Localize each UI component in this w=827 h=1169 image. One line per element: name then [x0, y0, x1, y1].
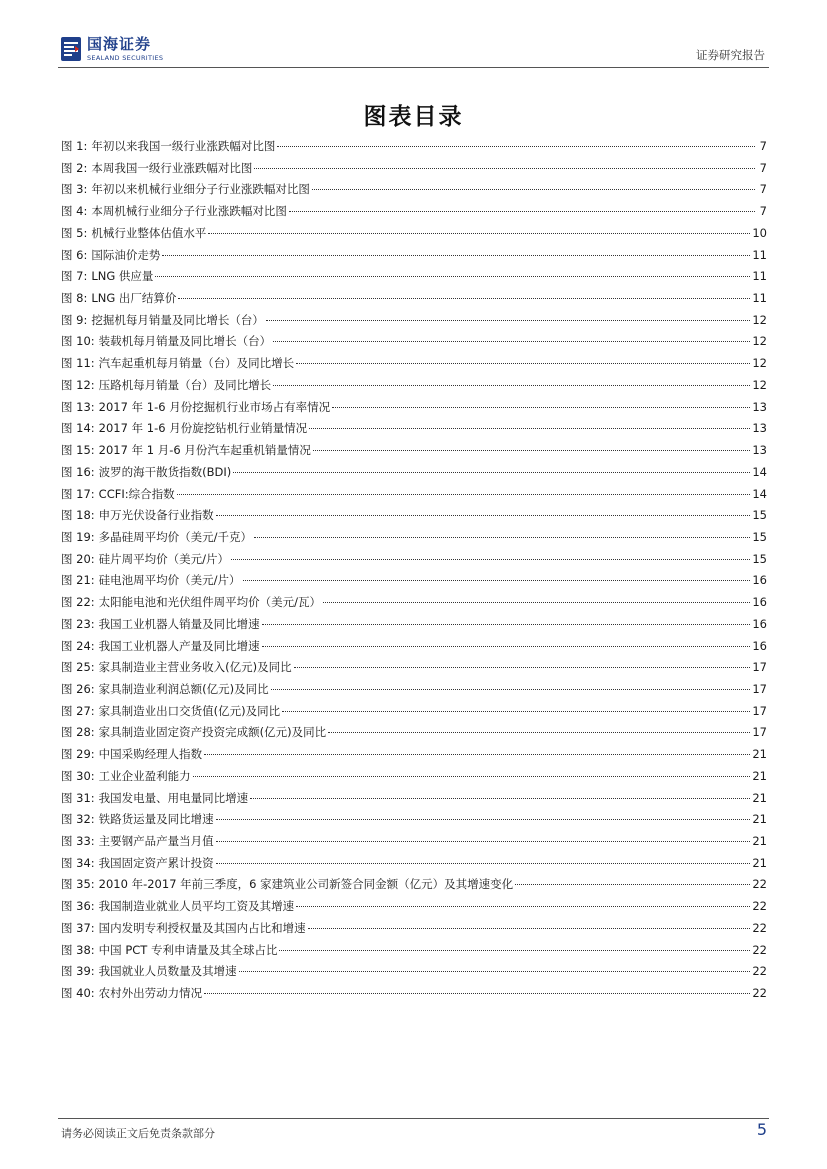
toc-entry-page: 11 [752, 291, 767, 306]
toc-entry-page: 16 [752, 595, 767, 610]
toc-entry-label: 图 1: [61, 139, 88, 153]
report-type-label: 证券研究报告 [696, 48, 765, 62]
toc-leader-dots [312, 188, 755, 190]
toc-leader-dots [262, 645, 751, 647]
toc-entry[interactable] [61, 223, 767, 245]
toc-leader-dots [204, 753, 750, 755]
toc-entry[interactable] [61, 158, 767, 180]
toc-entry-label: 图 19: [61, 529, 95, 544]
toc-entry[interactable] [61, 896, 767, 918]
toc-entry-label: 图 8: [61, 291, 88, 306]
toc-entry-page: 13 [752, 421, 767, 436]
page-number: 5 [756, 1120, 767, 1139]
toc-entry-page: 17 [752, 681, 767, 696]
toc-entry[interactable] [61, 657, 767, 679]
toc-entry[interactable] [61, 853, 767, 875]
toc-entry-page: 17 [752, 703, 767, 718]
toc-entry-title: 2010 年-2017 年前三季度，6 家建筑业公司新签合同金额（亿元）及其增速变化 [98, 877, 514, 892]
toc-entry[interactable] [61, 549, 767, 571]
toc-entry-label: 图 35: [61, 877, 95, 892]
toc-entry[interactable] [61, 418, 767, 440]
toc-entry[interactable] [61, 375, 767, 397]
toc-entry-title: 汽车起重机每月销量（台）及同比增长 [98, 356, 295, 371]
toc-entry-label: 图 40: [61, 986, 95, 1001]
toc-leader-dots [323, 601, 750, 603]
toc-entry-title: 家具制造业主营业务收入(亿元)及同比 [98, 660, 292, 675]
toc-entry-label: 图 26: [61, 681, 95, 696]
toc-entry-title: 年初以来我国一级行业涨跌幅对比图 [91, 139, 276, 153]
toc-entry[interactable] [61, 331, 767, 353]
toc-leader-dots [204, 992, 750, 994]
toc-entry[interactable] [61, 462, 767, 484]
toc-entry-label: 图 21: [61, 573, 95, 588]
toc-entry-title: CCFI:综合指数 [98, 486, 175, 501]
toc-entry-label: 图 36: [61, 899, 95, 914]
toc-entry-label: 图 3: [61, 182, 88, 197]
toc-entry-title: 2017 年 1 月-6 月份汽车起重机销量情况 [98, 443, 311, 458]
toc-entry-label: 图 15: [61, 443, 95, 458]
toc-entry-page: 16 [752, 616, 767, 631]
toc-entry[interactable] [61, 440, 767, 462]
toc-leader-dots [332, 406, 750, 408]
toc-leader-dots [250, 797, 750, 799]
toc-entry-title: 太阳能电池和光伏组件周平均价（美元/瓦） [98, 595, 322, 610]
toc-entry-label: 图 29: [61, 747, 95, 762]
toc-entry-title: 家具制造业固定资产投资完成额(亿元)及同比 [98, 725, 327, 740]
toc-entry-page: 14 [752, 464, 767, 479]
toc-entry-page: 13 [752, 443, 767, 458]
toc-entry-title: 家具制造业利润总额(亿元)及同比 [98, 681, 269, 696]
logo-chinese-name: 国海证券 [87, 34, 152, 53]
toc-entry[interactable] [61, 788, 767, 810]
toc-leader-dots [254, 536, 750, 538]
toc-entry-title: 国际油价走势 [91, 247, 161, 262]
toc-entry-page: 21 [752, 768, 767, 783]
toc-entry-title: 挖掘机每月销量及同比增长（台） [91, 312, 264, 327]
toc-entry[interactable] [61, 245, 767, 267]
toc-entry-title: 装载机每月销量及同比增长（台） [98, 334, 272, 349]
toc-entry-label: 图 20: [61, 551, 95, 566]
toc-entry[interactable] [61, 505, 767, 527]
toc-leader-dots [279, 949, 750, 951]
toc-entry-page: 15 [752, 529, 767, 544]
toc-entry-page: 7 [759, 182, 767, 197]
toc-entry-page: 21 [752, 812, 767, 827]
disclaimer-note: 请务必阅读正文后免责条款部分 [61, 1127, 215, 1140]
toc-leader-dots [273, 340, 750, 342]
page-header [60, 34, 767, 68]
toc-entry-title: 我国工业机器人产量及同比增速 [98, 638, 260, 653]
toc-leader-dots [296, 362, 750, 364]
toc-leader-dots [162, 254, 750, 256]
toc-leader-dots [155, 275, 750, 277]
logo-english-name: SEALAND SECURITIES [87, 53, 164, 62]
toc-leader-dots [239, 970, 751, 972]
toc-entry-label: 图 34: [61, 855, 95, 870]
toc-leader-dots [273, 384, 750, 386]
toc-leader-dots [208, 232, 750, 234]
toc-leader-dots [277, 145, 755, 147]
toc-entry-title: 我国制造业就业人员平均工资及其增速 [98, 899, 295, 914]
toc-entry-page: 7 [759, 204, 767, 219]
toc-entry[interactable] [61, 722, 767, 744]
toc-leader-dots [328, 731, 750, 733]
toc-entry[interactable] [61, 592, 767, 614]
toc-entry[interactable] [61, 766, 767, 788]
toc-entry-label: 图 33: [61, 834, 95, 848]
toc-entry[interactable] [61, 136, 767, 158]
toc-entry-title: 本周我国一级行业涨跌幅对比图 [91, 160, 253, 175]
toc-entry[interactable] [61, 353, 767, 375]
toc-entry-label: 图 18: [61, 508, 95, 523]
toc-leader-dots [193, 775, 751, 777]
toc-entry-title: 中国 PCT 专利申请量及其全球占比 [98, 942, 278, 957]
toc-leader-dots [296, 905, 750, 907]
toc-entry-title: 我国就业人员数量及其增速 [98, 964, 237, 979]
toc-leader-dots [313, 449, 751, 451]
toc-entry[interactable] [61, 961, 767, 983]
toc-leader-dots [266, 319, 751, 321]
toc-leader-dots [309, 427, 750, 429]
toc-leader-dots [515, 883, 750, 885]
toc-entry-title: 波罗的海干散货指数(BDI) [98, 464, 232, 479]
toc-entry-title: 多晶硅周平均价（美元/千克） [98, 529, 253, 544]
toc-leader-dots [233, 471, 750, 473]
toc-leader-dots [216, 862, 751, 864]
toc-entry-title: 压路机每月销量（台）及同比增长 [98, 377, 272, 392]
toc-entry-page: 12 [752, 334, 767, 349]
toc-entry-label: 图 28: [61, 725, 95, 740]
toc-leader-dots [216, 818, 751, 820]
toc-entry[interactable] [61, 201, 767, 223]
toc-entry-page: 15 [752, 551, 767, 566]
toc-entry-page: 10 [752, 225, 767, 240]
toc-entry-label: 图 32: [61, 812, 95, 827]
toc-entry-title: 2017 年 1-6 月份旋挖钻机行业销量情况 [98, 421, 308, 436]
figure-index-list [61, 136, 767, 1005]
toc-entry-page: 7 [759, 139, 767, 153]
toc-leader-dots [308, 927, 751, 929]
toc-entry-page: 22 [752, 899, 767, 914]
toc-entry-title: 机械行业整体估值水平 [91, 225, 207, 240]
toc-leader-dots [271, 688, 751, 690]
toc-entry-label: 图 6: [61, 247, 88, 262]
toc-entry-label: 图 37: [61, 920, 95, 935]
sealand-logo-icon [60, 36, 82, 62]
toc-leader-dots [243, 579, 751, 581]
toc-entry[interactable] [61, 310, 767, 332]
toc-entry-title: 我国固定资产累计投资 [98, 855, 214, 870]
toc-entry[interactable] [61, 288, 767, 310]
toc-entry-label: 图 2: [61, 160, 88, 175]
toc-entry[interactable] [61, 940, 767, 962]
toc-entry[interactable] [61, 874, 767, 896]
toc-entry-page: 22 [752, 986, 767, 1001]
toc-entry[interactable] [61, 679, 767, 701]
toc-entry-page: 12 [752, 312, 767, 327]
toc-entry-page: 17 [752, 660, 767, 675]
toc-entry[interactable] [61, 701, 767, 723]
toc-entry-title: 我国发电量、用电量同比增速 [98, 790, 249, 805]
company-logo [60, 36, 163, 62]
toc-entry-label: 图 38: [61, 942, 95, 957]
toc-entry-title: 硅电池周平均价（美元/片） [98, 573, 241, 588]
toc-entry-label: 图 10: [61, 334, 95, 349]
toc-entry-title: 家具制造业出口交货值(亿元)及同比 [98, 703, 281, 718]
toc-entry-label: 图 22: [61, 595, 95, 610]
toc-entry-title: 主要钢产品产量当月值 [98, 834, 214, 848]
toc-entry-label: 图 14: [61, 421, 95, 436]
toc-entry[interactable] [61, 179, 767, 201]
toc-entry-label: 图 23: [61, 616, 95, 631]
toc-entry-label: 图 9: [61, 312, 88, 327]
toc-entry-title: 农村外出劳动力情况 [98, 986, 203, 1001]
toc-entry-label: 图 4: [61, 204, 88, 219]
toc-entry-label: 图 17: [61, 486, 95, 501]
toc-entry-page: 12 [752, 377, 767, 392]
toc-entry[interactable] [61, 831, 767, 853]
toc-entry[interactable] [61, 397, 767, 419]
toc-leader-dots [216, 840, 751, 842]
toc-entry-title: 硅片周平均价（美元/片） [98, 551, 230, 566]
toc-entry-label: 图 30: [61, 768, 95, 783]
toc-entry-page: 21 [752, 855, 767, 870]
toc-entry-title: 年初以来机械行业细分子行业涨跌幅对比图 [91, 182, 310, 197]
toc-leader-dots [294, 666, 751, 668]
toc-entry-page: 21 [752, 747, 767, 762]
toc-entry-page: 13 [752, 399, 767, 414]
toc-entry-label: 图 13: [61, 399, 95, 414]
toc-entry-label: 图 39: [61, 964, 95, 979]
toc-leader-dots [282, 710, 750, 712]
toc-entry[interactable] [61, 636, 767, 658]
toc-entry-page: 16 [752, 573, 767, 588]
toc-entry-page: 21 [752, 790, 767, 805]
toc-entry[interactable] [61, 527, 767, 549]
toc-entry-page: 21 [752, 834, 767, 848]
toc-entry-label: 图 25: [61, 660, 95, 675]
toc-leader-dots [178, 297, 750, 299]
toc-entry-page: 22 [752, 964, 767, 979]
toc-entry[interactable] [61, 484, 767, 506]
toc-entry[interactable] [61, 570, 767, 592]
toc-entry-page: 16 [752, 638, 767, 653]
toc-leader-dots [177, 493, 751, 495]
toc-entry-label: 图 27: [61, 703, 95, 718]
toc-entry-title: 工业企业盈利能力 [98, 768, 191, 783]
toc-entry-title: 本周机械行业细分子行业涨跌幅对比图 [91, 204, 287, 219]
toc-entry[interactable] [61, 809, 767, 831]
toc-entry-title: LNG 出厂结算价 [91, 291, 177, 306]
toc-entry-label: 图 12: [61, 377, 95, 392]
toc-entry-page: 17 [752, 725, 767, 740]
toc-entry-page: 22 [752, 942, 767, 957]
page-title: 图表目录 [363, 104, 464, 130]
toc-entry-page: 11 [752, 269, 767, 284]
toc-entry-title: 铁路货运量及同比增速 [98, 812, 214, 827]
toc-entry-title: 国内发明专利授权量及其国内占比和增速 [98, 920, 306, 935]
toc-entry-label: 图 31: [61, 790, 95, 805]
toc-entry-page: 7 [759, 160, 767, 175]
toc-entry-page: 14 [752, 486, 767, 501]
toc-entry-page: 11 [752, 247, 767, 262]
toc-entry-page: 22 [752, 920, 767, 935]
toc-entry-title: LNG 供应量 [91, 269, 154, 284]
toc-entry-title: 我国工业机器人销量及同比增速 [98, 616, 260, 631]
toc-entry-title: 中国采购经理人指数 [98, 747, 203, 762]
toc-entry-page: 15 [752, 508, 767, 523]
header-divider [58, 67, 769, 68]
toc-entry[interactable] [61, 918, 767, 940]
toc-entry-label: 图 24: [61, 638, 95, 653]
toc-entry[interactable] [61, 614, 767, 636]
toc-entry-page: 12 [752, 356, 767, 371]
footer-divider [58, 1118, 769, 1119]
toc-leader-dots [254, 167, 755, 169]
toc-entry-label: 图 16: [61, 464, 95, 479]
toc-entry-label: 图 5: [61, 225, 88, 240]
toc-leader-dots [231, 558, 750, 560]
toc-entry-title: 申万光伏设备行业指数 [98, 508, 214, 523]
toc-entry-title: 2017 年 1-6 月份挖掘机行业市场占有率情况 [98, 399, 331, 414]
toc-entry-label: 图 11: [61, 356, 95, 371]
toc-entry[interactable] [61, 983, 767, 1005]
toc-leader-dots [262, 623, 751, 625]
toc-entry[interactable] [61, 744, 767, 766]
toc-entry-label: 图 7: [61, 269, 88, 284]
toc-leader-dots [289, 210, 755, 212]
toc-entry[interactable] [61, 266, 767, 288]
toc-entry-page: 22 [752, 877, 767, 892]
toc-leader-dots [216, 514, 751, 516]
